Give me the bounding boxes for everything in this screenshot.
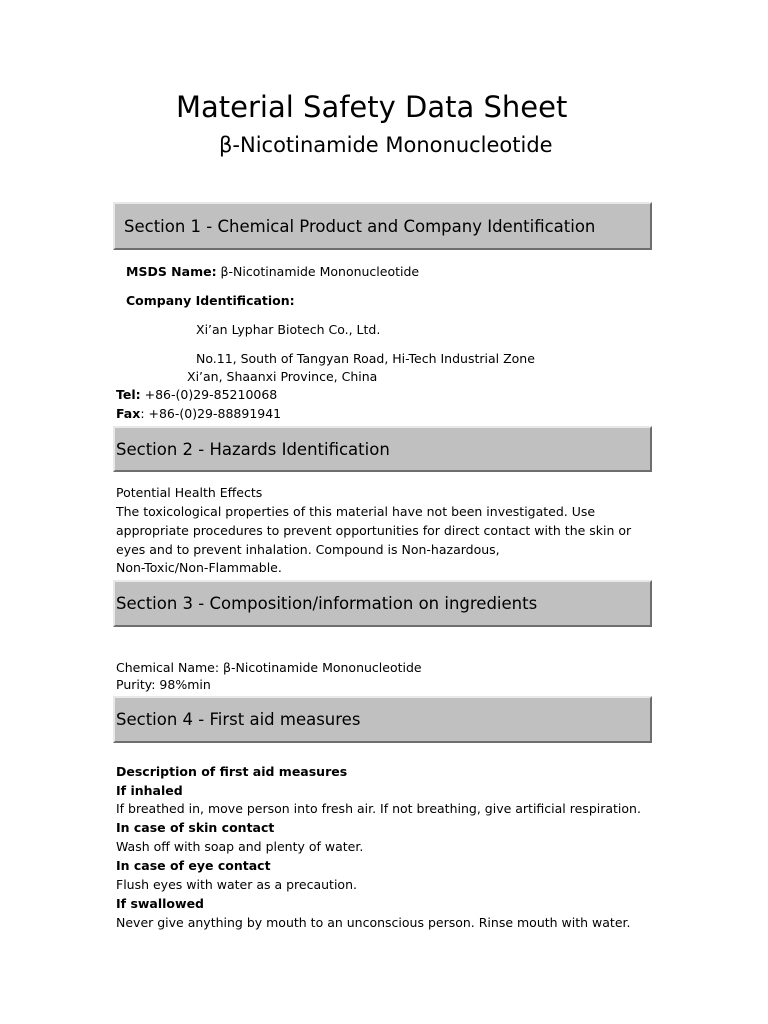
section-4-header <box>113 696 652 743</box>
fax-label: Fax <box>116 406 141 421</box>
address-line-2: Xi’an, Shaanxi Province, China <box>187 369 378 384</box>
fax-row <box>116 405 281 423</box>
hazard-text-line-3: eyes and to prevent inhalation. Compound is Non-hazardous, <box>116 542 500 557</box>
potential-health-effects-heading: Potential Health Effects <box>116 485 263 500</box>
document-subtitle: β-Nicotinamide Mononucleotide <box>219 133 553 157</box>
section-1-header <box>113 202 652 250</box>
skin-contact-text: Wash off with soap and plenty of water. <box>116 839 364 854</box>
fax-value: : +86-(0)29-88891941 <box>140 406 282 421</box>
if-swallowed-heading: If swallowed <box>116 896 204 911</box>
section-3-header <box>113 580 652 627</box>
first-aid-description-heading: Description of first aid measures <box>116 764 348 779</box>
section-2-heading: Section 2 - Hazards Identification <box>116 440 390 459</box>
hazard-text-line-4: Non-Toxic/Non-Flammable. <box>116 560 282 575</box>
skin-contact-heading: In case of skin contact <box>116 820 275 835</box>
msds-name-label: MSDS Name: <box>126 264 217 279</box>
tel-value: +86-(0)29-85210068 <box>140 387 278 402</box>
hazard-text-line-2: appropriate procedures to prevent opportunities for direct contact with the skin or <box>116 523 632 538</box>
address-line-1: No.11, South of Tangyan Road, Hi-Tech Industrial Zone <box>196 351 535 366</box>
tel-label: Tel: <box>116 387 141 402</box>
msds-name-value: β-Nicotinamide Mononucleotide <box>216 264 420 279</box>
section-1-heading: Section 1 - Chemical Product and Company Identification <box>124 217 596 236</box>
section-2-header <box>113 426 652 472</box>
if-inhaled-heading: If inhaled <box>116 783 183 798</box>
if-swallowed-text: Never give anything by mouth to an unconscious person. Rinse mouth with water. <box>116 915 631 930</box>
if-inhaled-text: If breathed in, move person into fresh air. If not breathing, give artificial respiration. <box>116 801 641 816</box>
eye-contact-text: Flush eyes with water as a precaution. <box>116 877 357 892</box>
company-identification-label: Company Identification: <box>126 293 295 308</box>
company-name: Xi’an Lyphar Biotech Co., Ltd. <box>196 322 381 337</box>
purity: Purity: 98%min <box>116 677 211 692</box>
hazard-text-line-1: The toxicological properties of this material have not been investigated. Use <box>116 504 596 519</box>
tel-row <box>116 386 277 404</box>
chemical-name: Chemical Name: β-Nicotinamide Mononucleotide <box>116 660 422 675</box>
section-4-heading: Section 4 - First aid measures <box>116 710 361 729</box>
eye-contact-heading: In case of eye contact <box>116 858 271 873</box>
section-3-heading: Section 3 - Composition/information on ingredients <box>116 594 538 613</box>
document-title: Material Safety Data Sheet <box>176 90 568 124</box>
msds-name-row <box>126 263 419 281</box>
